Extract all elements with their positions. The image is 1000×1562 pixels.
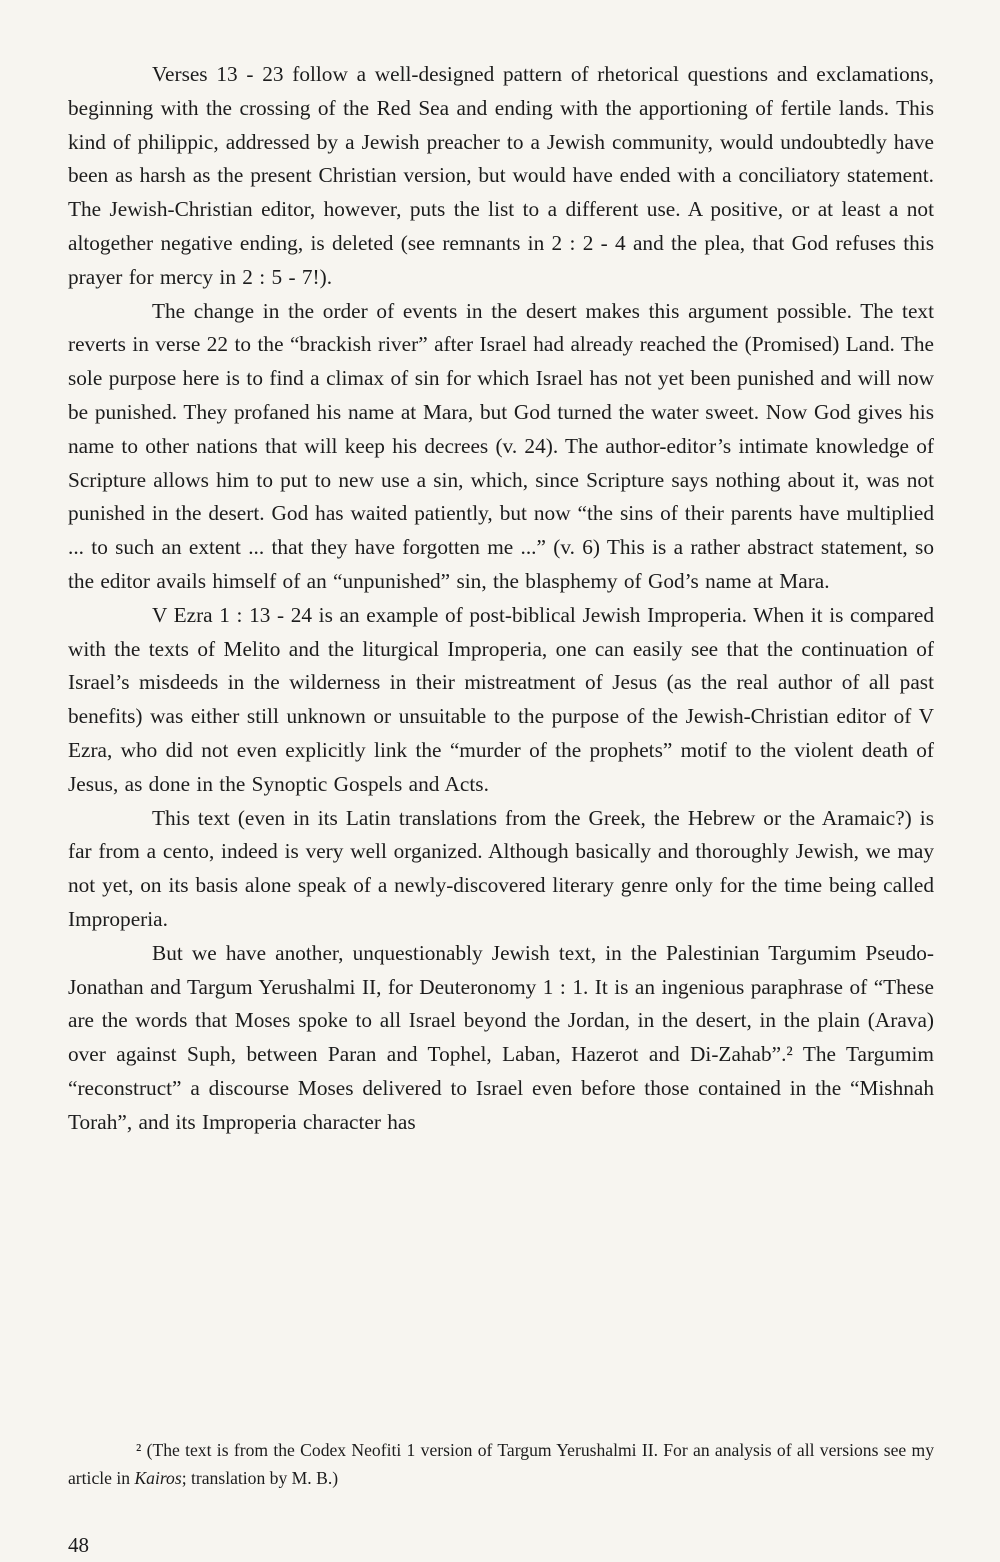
footnote-marker: ²: [136, 1440, 142, 1460]
page-body: [68, 58, 934, 1140]
body-paragraph: This text (even in its Latin translations from the Greek, the Hebrew or the Aramaic?) is far from a cento, indeed is very well organized. Although basically and thoroughly Jewish, we may not yet, on its basis alone speak of a newly-discovered literary genre only for the time being called Improperia.: [68, 805, 934, 931]
footnote-text-end: ; translation by M. B.): [181, 1468, 339, 1488]
footnote-italic-title: Kairos: [134, 1468, 182, 1488]
body-paragraph: Verses 13 - 23 follow a well-designed pattern of rhetorical questions and exclamations, beginning with the crossing of the Red Sea and ending with the apportioning of fertile lands. This kind of philippic, addressed by a Jewish preacher to a Jewish community, would undoubtedly have been as harsh as the present Christian version, but would have ended with a conciliatory statement. The Jewish-Christian editor, however, puts the list to a different use. A positive, or at least a not altogether negative ending, is deleted (see remnants in 2 : 2 - 4 and the plea, that God refuses this prayer for mercy in 2 : 5 - 7!).: [68, 62, 934, 289]
footnote-text: (The text is from the Codex Neofiti 1 version of Targum Yerushalmi II. For an analysis of all versions see my article in: [68, 1440, 934, 1488]
footnote: [68, 1436, 934, 1492]
body-paragraph: But we have another, unquestionably Jewish text, in the Palestinian Targumim Pseudo-Jonathan and Targum Yerushalmi II, for Deuteronomy 1 : 1. It is an ingenious paraphrase of “These are the words that Moses spoke to all Israel beyond the Jordan, in the desert, in the plain (Arava) over against Suph, between Paran and Tophel, Laban, Hazerot and Di-Zahab”.² The Targumim “reconstruct” a discourse Moses delivered to Israel even before those contained in the “Mishnah Torah”, and its Improperia character has: [68, 940, 934, 1134]
body-paragraph: The change in the order of events in the desert makes this argument possible. The text reverts in verse 22 to the “brackish river” after Israel had already reached the (Promised) Land. The sole purpose here is to find a climax of sin for which Israel has not yet been punished and will now be punished. They profaned his name at Mara, but God turned the water sweet. Now God gives his name to other nations that will keep his decrees (v. 24). The author-editor’s intimate knowledge of Scripture allows him to put to new use a sin, which, since Scripture says nothing about it, was not punished in the desert. God has waited patiently, but now “the sins of their parents have multiplied ... to such an extent ... that they have forgotten me ...” (v. 6) This is a rather abstract statement, so the editor avails himself of an “unpunished” sin, the blasphemy of God’s name at Mara.: [68, 298, 934, 593]
page-number: 48: [68, 1533, 89, 1557]
body-paragraph: V Ezra 1 : 13 - 24 is an example of post-biblical Jewish Improperia. When it is compared with the texts of Melito and the liturgical Improperia, one can easily see that the continuation of Israel’s misdeeds in the wilderness in their mistreatment of Jesus (as the real author of all past benefits) was either still unknown or unsuitable to the purpose of the Jewish-Christian editor of V Ezra, who did not even explicitly link the “murder of the prophets” motif to the violent death of Jesus, as done in the Synoptic Gospels and Acts.: [68, 602, 934, 796]
